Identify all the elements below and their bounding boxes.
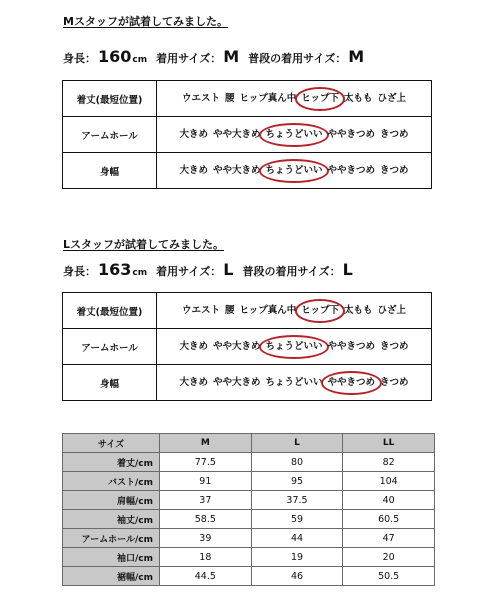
fit-row xyxy=(63,153,432,189)
fit-option: ややきつめ xyxy=(327,128,376,140)
fit-row-label: 身幅 xyxy=(63,153,157,189)
fit-options-cell xyxy=(157,329,432,365)
size-chart-row-label: 着丈/cm xyxy=(63,453,160,472)
fit-options-cell xyxy=(157,117,432,153)
size-chart-value: 50.5 xyxy=(343,567,435,586)
fit-row xyxy=(63,117,432,153)
fit-option: ウエスト xyxy=(182,92,221,104)
size-chart-row-label: 袖口/cm xyxy=(63,548,160,567)
l-height-value: 163 xyxy=(98,260,132,279)
size-chart-value: 58.5 xyxy=(160,510,252,529)
fit-options xyxy=(157,376,431,390)
size-chart-value: 82 xyxy=(343,453,435,472)
size-chart-header-cell: M xyxy=(160,434,252,453)
fit-options-cell xyxy=(157,81,432,117)
fit-options xyxy=(157,128,431,142)
size-chart-row-label: 袖丈/cm xyxy=(63,510,160,529)
size-chart-table xyxy=(62,433,435,586)
fit-row xyxy=(63,365,432,401)
fit-option: ウエスト xyxy=(182,304,221,316)
fit-option: ひざ上 xyxy=(377,92,406,104)
size-chart-row xyxy=(63,453,435,472)
fit-option: きつめ xyxy=(380,128,409,140)
fit-row xyxy=(63,81,432,117)
fit-option: きつめ xyxy=(380,164,409,176)
size-chart-row-label: アームホール/cm xyxy=(63,529,160,548)
fit-options xyxy=(157,92,431,106)
fit-option: やや大きめ xyxy=(212,376,261,388)
fit-option: きつめ xyxy=(380,340,409,352)
size-chart-value: 77.5 xyxy=(160,453,252,472)
m-usual-label: 普段の着用サイズ： xyxy=(248,52,347,65)
size-chart-value: 95 xyxy=(251,472,343,491)
m-worn-value: M xyxy=(223,47,240,66)
fit-row-label: 身幅 xyxy=(63,365,157,401)
fit-option: 腰 xyxy=(225,304,235,316)
fit-option: 腰 xyxy=(225,92,235,104)
size-chart-value: 39 xyxy=(160,529,252,548)
size-chart-value: 20 xyxy=(343,548,435,567)
size-chart-header-cell: L xyxy=(251,434,343,453)
fit-option: やや大きめ xyxy=(212,164,261,176)
fit-option-selected: ヒップ下 xyxy=(299,304,342,318)
fit-option: 太もも xyxy=(343,304,373,316)
size-chart-header-row xyxy=(63,434,435,453)
size-chart-value: 18 xyxy=(160,548,252,567)
size-chart-value: 60.5 xyxy=(343,510,435,529)
size-chart-row-label: 肩幅/cm xyxy=(63,491,160,510)
size-chart-value: 104 xyxy=(343,472,435,491)
fit-options xyxy=(157,304,431,318)
m-height-label: 身長： xyxy=(63,52,96,65)
size-chart-value: 44.5 xyxy=(160,567,252,586)
fit-options xyxy=(157,164,431,178)
fit-options xyxy=(157,340,431,354)
l-usual-label: 普段の着用サイズ： xyxy=(242,265,341,278)
fit-options-cell xyxy=(157,153,432,189)
size-chart-row xyxy=(63,529,435,548)
fit-options-cell xyxy=(157,365,432,401)
l-worn-value: L xyxy=(223,260,234,279)
m-section-title: Mスタッフが試着してみました。 xyxy=(63,15,228,28)
m-usual-value: M xyxy=(348,47,365,66)
fit-option: やや大きめ xyxy=(212,340,261,352)
size-chart-value: 37.5 xyxy=(251,491,343,510)
fit-option: 大きめ xyxy=(179,164,208,176)
fit-options-cell xyxy=(157,293,432,329)
fit-option: きつめ xyxy=(380,376,409,388)
size-chart-value: 47 xyxy=(343,529,435,548)
l-height-unit: cm xyxy=(132,268,148,278)
size-chart-value: 19 xyxy=(251,548,343,567)
fit-option-selected: ちょうどいい xyxy=(263,164,325,178)
fit-option: 太もも xyxy=(343,92,373,104)
size-chart-row-label: バスト/cm xyxy=(63,472,160,491)
fit-option: ヒップ真ん中 xyxy=(239,304,297,316)
l-height-label: 身長： xyxy=(63,265,96,278)
size-chart-value: 59 xyxy=(251,510,343,529)
size-chart-row xyxy=(63,472,435,491)
fit-option: 大きめ xyxy=(179,376,208,388)
fit-option: ちょうどいい xyxy=(265,376,323,388)
size-chart-value: 40 xyxy=(343,491,435,510)
fit-option: 大きめ xyxy=(179,340,208,352)
size-chart-row xyxy=(63,567,435,586)
size-chart-header-cell: サイズ xyxy=(63,434,160,453)
fit-option-selected: ややきつめ xyxy=(325,376,378,390)
fit-option: ややきつめ xyxy=(327,340,376,352)
fit-row-label: アームホール xyxy=(63,329,157,365)
size-chart-row xyxy=(63,548,435,567)
size-chart-row-label: 裾幅/cm xyxy=(63,567,160,586)
fit-option-selected: ヒップ下 xyxy=(299,92,342,106)
fit-row xyxy=(63,329,432,365)
l-worn-label: 着用サイズ： xyxy=(156,265,222,278)
m-height-unit: cm xyxy=(132,55,148,65)
size-chart-value: 37 xyxy=(160,491,252,510)
m-height-value: 160 xyxy=(98,47,132,66)
fit-option-selected: ちょうどいい xyxy=(263,128,325,142)
size-chart-value: 46 xyxy=(251,567,343,586)
size-chart-value: 91 xyxy=(160,472,252,491)
m-fit-table xyxy=(62,80,432,189)
size-chart-row xyxy=(63,510,435,529)
fit-row-label: アームホール xyxy=(63,117,157,153)
fit-option: ややきつめ xyxy=(327,164,376,176)
size-chart-value: 80 xyxy=(251,453,343,472)
l-fit-table xyxy=(62,292,432,401)
fit-option: ひざ上 xyxy=(377,304,406,316)
m-info-line xyxy=(63,47,364,66)
fit-row xyxy=(63,293,432,329)
fit-row-label: 着丈(最短位置) xyxy=(63,293,157,329)
l-info-line xyxy=(63,260,353,279)
fit-option: 大きめ xyxy=(179,128,208,140)
size-chart-value: 44 xyxy=(251,529,343,548)
size-chart-row xyxy=(63,491,435,510)
m-worn-label: 着用サイズ： xyxy=(156,52,222,65)
l-usual-value: L xyxy=(342,260,353,279)
fit-option: ヒップ真ん中 xyxy=(239,92,297,104)
fit-option-selected: ちょうどいい xyxy=(263,340,325,354)
fit-row-label: 着丈(最短位置) xyxy=(63,81,157,117)
size-chart-header-cell: LL xyxy=(343,434,435,453)
fit-option: やや大きめ xyxy=(212,128,261,140)
l-section-title: Lスタッフが試着してみました。 xyxy=(63,238,225,251)
